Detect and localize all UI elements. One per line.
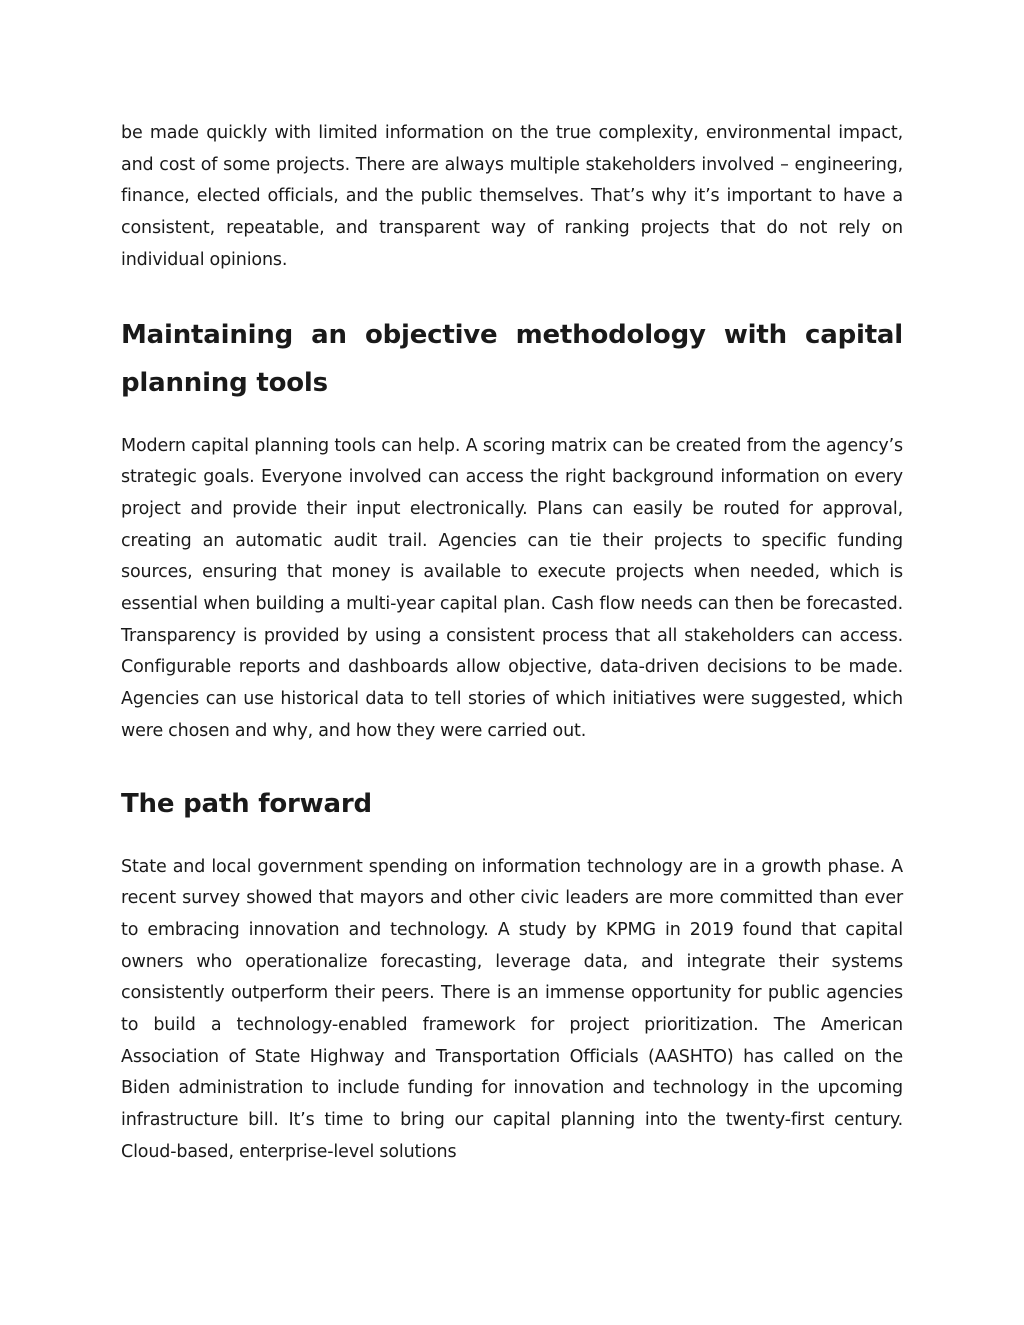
section-heading-path-forward: The path forward [121, 788, 372, 819]
document-page [121, 118, 903, 1169]
path-forward-paragraph: State and local government spending on information technology are in a growth phase. A recent survey showed that mayors and other civic leaders are more committed than ever to embracing innovation and technology. A study by KPMG in 2019 found that capital owners who operationalize forecasting, leverage data, and integrate their systems consistently outperform their peers. There is an immense opportunity for public agencies to build a technology-enabled framework for project prioritization. The American Association of State Highway and Transportation Officials (AASHTO) has called on the Biden administration to include funding for innovation and technology in the upcoming infrastructure bill. It’s time to bring our capital planning into the twenty-first century. Cloud-based, enterprise-level solutions [121, 856, 903, 1162]
section-heading-methodology: Maintaining an objective methodology with capital planning tools [121, 319, 903, 398]
methodology-paragraph: Modern capital planning tools can help. A scoring matrix can be created from the agency’s strategic goals. Everyone involved can access the right background information on every project and provide their input electronically. Plans can easily be routed for approval, creating an automatic audit trail. Agencies can tie their projects to specific funding sources, ensuring that money is available to execute projects when needed, which is essential when building a multi-year capital plan. Cash flow needs can then be forecasted. Transparency is provided by using a consistent process that all stakeholders can access. Configurable reports and dashboards allow objective, data-driven decisions to be made. Agencies can use historical data to tell stories of which initiatives were suggested, which were chosen and why, and how they were carried out. [121, 435, 903, 741]
intro-paragraph: be made quickly with limited information on the true complexity, environmental impact, and cost of some projects. There are always multiple stakeholders involved – engineering, finance, elected officials, and the public themselves. That’s why it’s important to have a consistent, repeatable, and transparent way of ranking projects that do not rely on individual opinions. [121, 123, 903, 270]
